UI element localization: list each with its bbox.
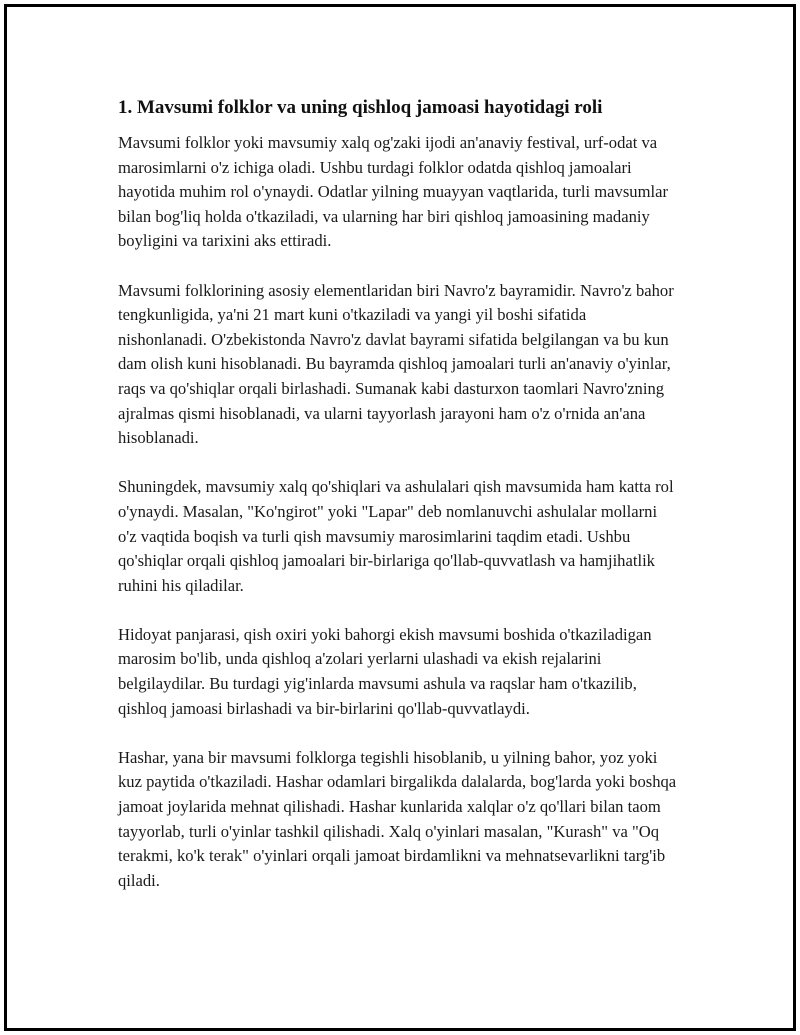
section-heading: 1. Mavsumi folklor va uning qishloq jamoasi hayotidagi roli (118, 97, 603, 118)
paragraph-3: Shuningdek, mavsumiy xalq qo'shiqlari va ashulalari qish mavsumida ham katta rol o'ynaydi. Masalan, "Ko'ngirot" yoki "Lapar" deb nomlanuvchi ashulalar mollarni o'z vaqtida boqish va turli qish mavsumiy marosimlarini taqdim etadi. Ushbu qo'shiqlar orqali qishloq jamoalari bir-birlariga qo'llab-quvvatlash va hamjihatlik ruhini his qiladilar. (118, 477, 674, 595)
paragraph-1: Mavsumi folklor yoki mavsumiy xalq og'zaki ijodi an'anaviy festival, urf-odat va marosimlarni o'z ichiga oladi. Ushbu turdagi folklor odatda qishloq jamoalari hayotida muhim rol o'ynaydi. Odatlar yilning muayyan vaqtlarida, turli mavsumlar bilan bog'liq holda o'tkaziladi, va ularning har biri qishloq jamoasining madaniy boyligini va tarixini aks ettiradi. (118, 133, 669, 251)
paragraph-4: Hidoyat panjarasi, qish oxiri yoki bahorgi ekish mavsumi boshida o'tkaziladigan marosim bo'lib, unda qishloq a'zolari yerlarni ulashadi va ekish rejalarini belgilaydilar. Bu turdagi yig'inlarda mavsumi ashula va raqslar ham o'tkazilib, qishloq jamoasi birlashadi va bir-birlarini qo'llab-quvvatlaydi. (118, 624, 652, 718)
paragraph-5: Hashar, yana bir mavsumi folklorga tegishli hisoblanib, u yilning bahor, yoz yoki kuz paytida o'tkaziladi. Hashar odamlari birgalikda dalalarda, bog'larda yoki boshqa jamoat joylarida mehnat qilishadi. Hashar kunlarida xalqlar o'z qo'llari bilan taom tayyorlab, turli o'yinlar tashkil qilishadi. Xalq o'yinlari masalan, "Kurash" va "Oq terakmi, ko'k terak" o'yinlari orqali jamoat birdamlikni va mehnatsevarlikni targ'ib qiladi. (118, 747, 677, 890)
paragraph-2: Mavsumi folklorining asosiy elementlaridan biri Navro'z bayramidir. Navro'z bahor tengkunligida, ya'ni 21 mart kuni o'tkaziladi va yangi yil boshi sifatida nishonlanadi. O'zbekistonda Navro'z davlat bayrami sifatida belgilangan va bu kun dam olish kuni hisoblanadi. Bu bayramda qishloq jamoalari turli an'anaviy o'yinlar, raqs va qo'shiqlar orqali birlashadi. Sumanak kabi dasturxon taomlari Navro'zning ajralmas qismi hisoblanadi, va ularni tayyorlash jarayoni ham o'z o'rnida an'ana hisoblanadi. (118, 280, 674, 448)
document-body (118, 96, 678, 918)
